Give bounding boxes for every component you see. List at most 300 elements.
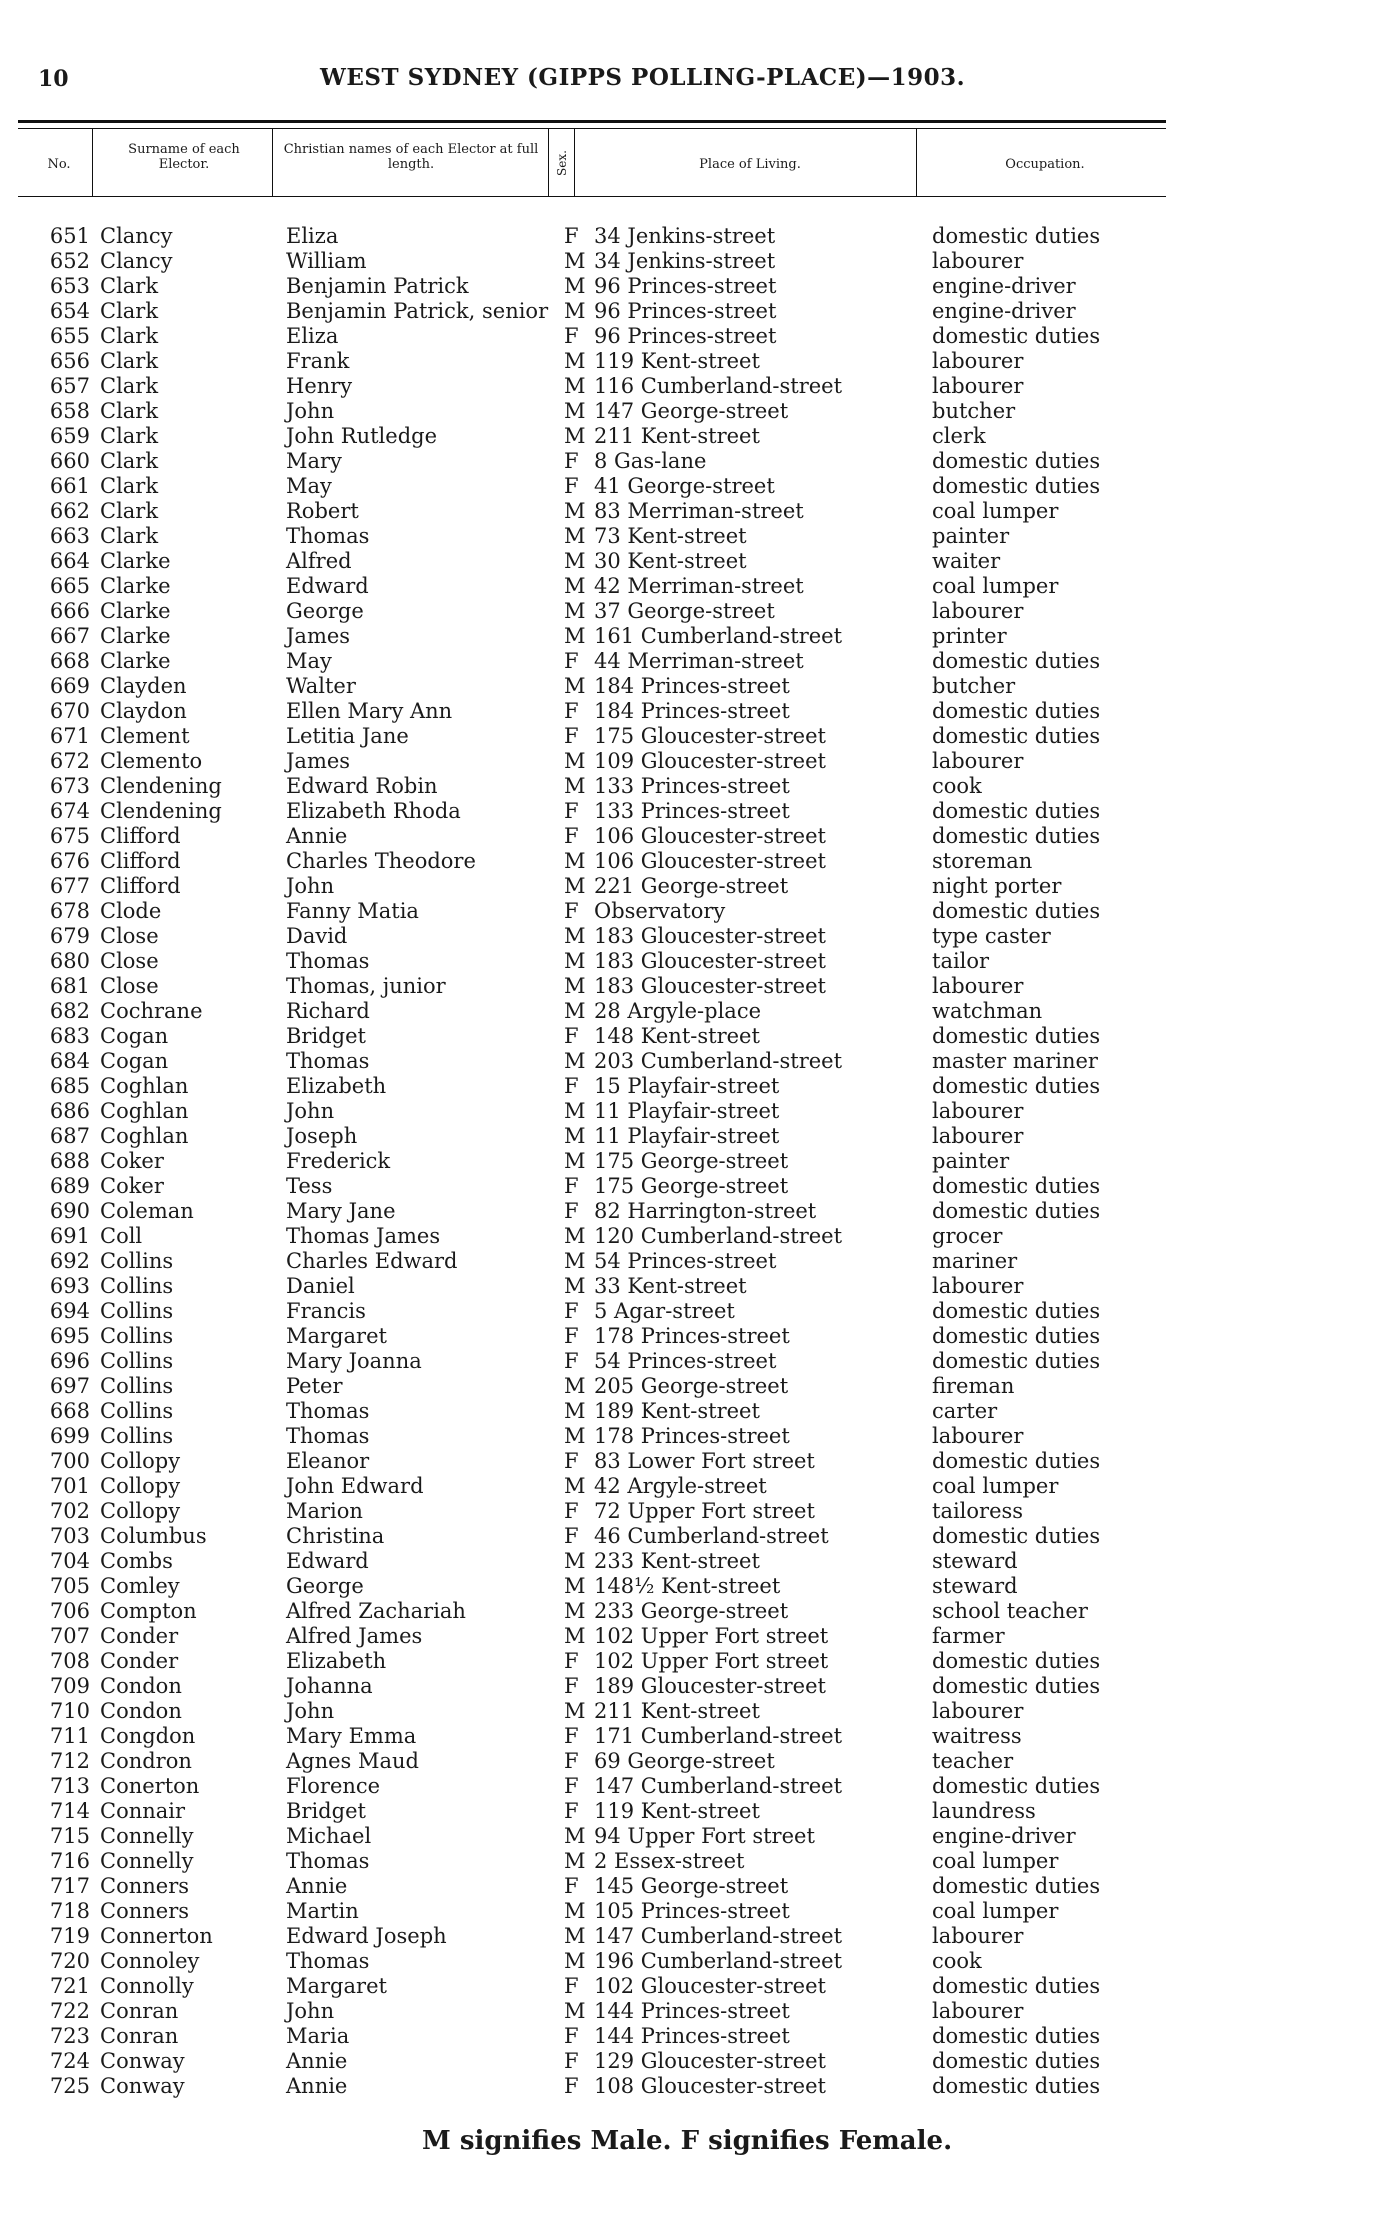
elector-place-of-living: 102 Upper Fort street: [594, 1649, 829, 1673]
elector-surname: Claydon: [100, 699, 187, 723]
elector-sex: M: [564, 1849, 586, 1873]
elector-number: 711: [49, 1724, 90, 1748]
elector-surname: Condron: [100, 1749, 192, 1773]
elector-sex: M: [564, 549, 586, 573]
elector-place-of-living: 102 Upper Fort street: [594, 1624, 829, 1648]
elector-number: 669: [49, 674, 90, 698]
elector-sex: M: [564, 624, 586, 648]
elector-place-of-living: 175 George-street: [594, 1174, 789, 1198]
elector-number: 714: [49, 1799, 90, 1823]
elector-place-of-living: 106 Gloucester-street: [594, 849, 826, 873]
elector-number: 701: [49, 1474, 90, 1498]
elector-number: 672: [49, 749, 90, 773]
elector-sex: M: [564, 774, 586, 798]
elector-occupation: painter: [932, 1149, 1010, 1173]
elector-number: 656: [49, 349, 90, 373]
elector-christian-names: George: [286, 599, 364, 623]
elector-place-of-living: 189 Gloucester-street: [594, 1674, 826, 1698]
elector-christian-names: George: [286, 1574, 364, 1598]
header-surname: Surname of each Elector.: [128, 142, 240, 172]
elector-christian-names: Thomas: [286, 1849, 370, 1873]
elector-christian-names: John: [286, 1099, 335, 1123]
elector-number: 713: [49, 1774, 90, 1798]
elector-number: 652: [49, 249, 90, 273]
elector-sex: F: [564, 1674, 579, 1698]
elector-number: 708: [49, 1649, 90, 1673]
elector-place-of-living: 105 Princes-street: [594, 1899, 790, 1923]
elector-occupation: type caster: [932, 924, 1051, 948]
elector-occupation: laundress: [932, 1799, 1036, 1823]
elector-surname: Collopy: [100, 1449, 181, 1473]
elector-sex: F: [564, 1299, 579, 1323]
elector-surname: Clark: [100, 349, 159, 373]
elector-sex: M: [564, 949, 586, 973]
elector-number: 664: [49, 549, 90, 573]
elector-surname: Clark: [100, 399, 159, 423]
elector-place-of-living: 5 Agar-street: [594, 1299, 735, 1323]
elector-christian-names: Mary: [286, 449, 342, 473]
elector-surname: Close: [100, 974, 159, 998]
elector-surname: Clark: [100, 424, 159, 448]
elector-sex: M: [564, 1424, 586, 1448]
elector-place-of-living: 69 George-street: [594, 1749, 775, 1773]
elector-occupation: cook: [932, 1949, 982, 1973]
elector-sex: F: [564, 1174, 579, 1198]
elector-occupation: labourer: [932, 1424, 1024, 1448]
elector-place-of-living: 148 Kent-street: [594, 1024, 760, 1048]
elector-occupation: engine-driver: [932, 274, 1076, 298]
elector-surname: Clement: [100, 724, 190, 748]
elector-sex: F: [564, 899, 579, 923]
elector-christian-names: Agnes Maud: [286, 1749, 420, 1773]
elector-occupation: painter: [932, 524, 1010, 548]
elector-christian-names: Ellen Mary Ann: [286, 699, 453, 723]
elector-christian-names: Thomas: [286, 1399, 370, 1423]
elector-surname: Coker: [100, 1149, 164, 1173]
elector-sex: F: [564, 1524, 579, 1548]
elector-christian-names: Thomas: [286, 524, 370, 548]
elector-place-of-living: 133 Princes-street: [594, 799, 790, 823]
elector-number: 675: [49, 824, 90, 848]
elector-number: 712: [49, 1749, 90, 1773]
elector-sex: F: [564, 1449, 579, 1473]
elector-place-of-living: 2 Essex-street: [594, 1849, 745, 1873]
elector-christian-names: Peter: [286, 1374, 343, 1398]
elector-christian-names: Annie: [286, 2074, 348, 2098]
elector-occupation: domestic duties: [932, 1324, 1101, 1348]
elector-number: 690: [49, 1199, 90, 1223]
elector-occupation: steward: [932, 1549, 1018, 1573]
elector-surname: Conder: [100, 1649, 179, 1673]
elector-sex: M: [564, 1999, 586, 2023]
elector-occupation: domestic duties: [932, 1449, 1101, 1473]
elector-occupation: domestic duties: [932, 699, 1101, 723]
elector-surname: Conran: [100, 1999, 179, 2023]
elector-number: 703: [49, 1524, 90, 1548]
elector-sex: M: [564, 1824, 586, 1848]
elector-sex: F: [564, 1724, 579, 1748]
elector-occupation: coal lumper: [932, 574, 1059, 598]
header-place-of-living: Place of Living.: [699, 157, 801, 172]
elector-number: 699: [49, 1424, 90, 1448]
elector-place-of-living: 233 Kent-street: [594, 1549, 760, 1573]
elector-surname: Conway: [100, 2074, 185, 2098]
elector-sex: M: [564, 874, 586, 898]
elector-place-of-living: 145 George-street: [594, 1874, 789, 1898]
elector-surname: Clark: [100, 449, 159, 473]
elector-sex: F: [564, 2024, 579, 2048]
elector-christian-names: Eleanor: [286, 1449, 370, 1473]
elector-sex: F: [564, 1774, 579, 1798]
elector-number: 705: [49, 1574, 90, 1598]
elector-place-of-living: 41 George-street: [594, 474, 775, 498]
elector-occupation: butcher: [932, 674, 1016, 698]
elector-surname: Combs: [100, 1549, 173, 1573]
elector-occupation: waitress: [932, 1724, 1022, 1748]
elector-occupation: watchman: [932, 999, 1043, 1023]
elector-place-of-living: 175 George-street: [594, 1149, 789, 1173]
elector-sex: M: [564, 1124, 586, 1148]
elector-christian-names: Charles Theodore: [286, 849, 476, 873]
elector-christian-names: Eliza: [286, 324, 339, 348]
elector-number: 678: [49, 899, 90, 923]
elector-surname: Cochrane: [100, 999, 203, 1023]
elector-number: 680: [49, 949, 90, 973]
elector-sex: F: [564, 799, 579, 823]
elector-occupation: domestic duties: [932, 1874, 1101, 1898]
elector-sex: F: [564, 1799, 579, 1823]
elector-christian-names: Maria: [286, 2024, 350, 2048]
elector-sex: M: [564, 1949, 586, 1973]
elector-sex: F: [564, 1199, 579, 1223]
elector-christian-names: Mary Joanna: [286, 1349, 422, 1373]
elector-surname: Clifford: [100, 849, 181, 873]
elector-surname: Clark: [100, 299, 159, 323]
elector-sex: M: [564, 924, 586, 948]
elector-sex: M: [564, 1374, 586, 1398]
elector-christian-names: John: [286, 874, 335, 898]
elector-number: 692: [49, 1249, 90, 1273]
column-divider: [92, 128, 93, 196]
elector-surname: Collins: [100, 1249, 174, 1273]
elector-occupation: domestic duties: [932, 799, 1101, 823]
elector-sex: M: [564, 1399, 586, 1423]
header-rule-top: [18, 120, 1166, 123]
elector-sex: M: [564, 749, 586, 773]
elector-christian-names: Daniel: [286, 1274, 355, 1298]
elector-sex: M: [564, 1474, 586, 1498]
elector-place-of-living: 203 Cumberland-street: [594, 1049, 843, 1073]
elector-surname: Clarke: [100, 624, 171, 648]
elector-occupation: tailoress: [932, 1499, 1024, 1523]
elector-occupation: night porter: [932, 874, 1062, 898]
elector-christian-names: Benjamin Patrick: [286, 274, 469, 298]
elector-surname: Clemento: [100, 749, 203, 773]
elector-number: 715: [49, 1824, 90, 1848]
elector-occupation: domestic duties: [932, 824, 1101, 848]
elector-surname: Conder: [100, 1624, 179, 1648]
elector-occupation: domestic duties: [932, 649, 1101, 673]
elector-place-of-living: 46 Cumberland-street: [594, 1524, 829, 1548]
elector-sex: M: [564, 1599, 586, 1623]
elector-occupation: domestic duties: [932, 474, 1101, 498]
elector-sex: M: [564, 1224, 586, 1248]
elector-surname: Clarke: [100, 574, 171, 598]
elector-place-of-living: 183 Gloucester-street: [594, 924, 826, 948]
elector-occupation: butcher: [932, 399, 1016, 423]
elector-place-of-living: 133 Princes-street: [594, 774, 790, 798]
elector-surname: Clifford: [100, 874, 181, 898]
elector-christian-names: Elizabeth Rhoda: [286, 799, 461, 823]
elector-surname: Clode: [100, 899, 162, 923]
elector-surname: Columbus: [100, 1524, 207, 1548]
elector-sex: F: [564, 1324, 579, 1348]
elector-occupation: master mariner: [932, 1049, 1098, 1073]
elector-sex: M: [564, 599, 586, 623]
elector-sex: M: [564, 1249, 586, 1273]
elector-place-of-living: 72 Upper Fort street: [594, 1499, 815, 1523]
elector-sex: M: [564, 1099, 586, 1123]
elector-surname: Clark: [100, 374, 159, 398]
elector-place-of-living: Observatory: [594, 899, 726, 923]
footnote: M signifies Male. F signifies Female.: [422, 2126, 953, 2156]
elector-number: 685: [49, 1074, 90, 1098]
elector-occupation: domestic duties: [932, 1074, 1101, 1098]
elector-place-of-living: 73 Kent-street: [594, 524, 747, 548]
elector-place-of-living: 102 Gloucester-street: [594, 1974, 826, 1998]
elector-sex: M: [564, 999, 586, 1023]
elector-place-of-living: 178 Princes-street: [594, 1424, 790, 1448]
elector-christian-names: Elizabeth: [286, 1074, 387, 1098]
header-rule-inner: [18, 128, 1166, 129]
elector-surname: Cogan: [100, 1024, 169, 1048]
elector-number: 663: [49, 524, 90, 548]
elector-number: 720: [49, 1949, 90, 1973]
elector-christian-names: John: [286, 1699, 335, 1723]
elector-occupation: domestic duties: [932, 449, 1101, 473]
elector-place-of-living: 205 George-street: [594, 1374, 789, 1398]
elector-surname: Clark: [100, 474, 159, 498]
elector-surname: Collins: [100, 1424, 174, 1448]
header-no: No.: [47, 157, 71, 172]
elector-surname: Cogan: [100, 1049, 169, 1073]
elector-place-of-living: 44 Merriman-street: [594, 649, 804, 673]
elector-christian-names: Eliza: [286, 224, 339, 248]
elector-sex: M: [564, 574, 586, 598]
elector-place-of-living: 233 George-street: [594, 1599, 789, 1623]
elector-place-of-living: 54 Princes-street: [594, 1349, 777, 1373]
elector-sex: M: [564, 274, 586, 298]
elector-number: 710: [49, 1699, 90, 1723]
elector-number: 723: [49, 2024, 90, 2048]
elector-christian-names: James: [286, 624, 351, 648]
column-divider: [548, 128, 549, 196]
page-title: WEST SYDNEY (GIPPS POLLING-PLACE)—1903.: [320, 64, 966, 91]
elector-occupation: tailor: [932, 949, 990, 973]
elector-christian-names: Edward: [286, 1549, 369, 1573]
elector-sex: F: [564, 1024, 579, 1048]
elector-christian-names: Thomas: [286, 1949, 370, 1973]
elector-number: 682: [49, 999, 90, 1023]
elector-number: 704: [49, 1549, 90, 1573]
elector-number: 709: [49, 1674, 90, 1698]
elector-place-of-living: 189 Kent-street: [594, 1399, 760, 1423]
elector-surname: Connair: [100, 1799, 186, 1823]
elector-place-of-living: 161 Cumberland-street: [594, 624, 843, 648]
elector-christian-names: Thomas: [286, 949, 370, 973]
elector-number: 665: [49, 574, 90, 598]
elector-sex: M: [564, 674, 586, 698]
elector-number: 673: [49, 774, 90, 798]
elector-surname: Clancy: [100, 249, 173, 273]
elector-number: 657: [49, 374, 90, 398]
elector-christian-names: Annie: [286, 1874, 348, 1898]
elector-sex: M: [564, 1899, 586, 1923]
elector-sex: F: [564, 474, 579, 498]
elector-sex: F: [564, 1974, 579, 1998]
elector-sex: M: [564, 424, 586, 448]
elector-occupation: domestic duties: [932, 1349, 1101, 1373]
elector-surname: Connerton: [100, 1924, 213, 1948]
elector-christian-names: Thomas: [286, 1049, 370, 1073]
elector-place-of-living: 28 Argyle-place: [594, 999, 762, 1023]
elector-place-of-living: 106 Gloucester-street: [594, 824, 826, 848]
elector-number: 693: [49, 1274, 90, 1298]
elector-place-of-living: 221 George-street: [594, 874, 789, 898]
elector-occupation: waiter: [932, 549, 1001, 573]
elector-place-of-living: 96 Princes-street: [594, 274, 777, 298]
column-divider: [574, 128, 575, 196]
elector-number: 683: [49, 1024, 90, 1048]
elector-surname: Clark: [100, 324, 159, 348]
elector-surname: Condon: [100, 1674, 182, 1698]
elector-place-of-living: 42 Argyle-street: [594, 1474, 767, 1498]
elector-sex: M: [564, 499, 586, 523]
elector-place-of-living: 96 Princes-street: [594, 324, 777, 348]
elector-surname: Connolly: [100, 1974, 194, 1998]
elector-place-of-living: 120 Cumberland-street: [594, 1224, 843, 1248]
elector-sex: F: [564, 224, 579, 248]
elector-number: 668: [49, 649, 90, 673]
elector-christian-names: Francis: [286, 1299, 366, 1323]
elector-occupation: printer: [932, 624, 1007, 648]
elector-occupation: domestic duties: [932, 1649, 1101, 1673]
elector-place-of-living: 211 Kent-street: [594, 424, 760, 448]
elector-number: 691: [49, 1224, 90, 1248]
elector-number: 724: [49, 2049, 90, 2073]
elector-occupation: teacher: [932, 1749, 1014, 1773]
elector-sex: F: [564, 2074, 579, 2098]
elector-christian-names: John: [286, 1999, 335, 2023]
elector-place-of-living: 15 Playfair-street: [594, 1074, 780, 1098]
elector-christian-names: Alfred James: [286, 1624, 423, 1648]
elector-number: 670: [49, 699, 90, 723]
elector-number: 681: [49, 974, 90, 998]
elector-number: 676: [49, 849, 90, 873]
header-sex: Sex.: [554, 150, 569, 176]
elector-occupation: domestic duties: [932, 2049, 1101, 2073]
elector-occupation: farmer: [932, 1624, 1005, 1648]
elector-place-of-living: 148½ Kent-street: [594, 1574, 781, 1598]
elector-occupation: labourer: [932, 1124, 1024, 1148]
elector-place-of-living: 54 Princes-street: [594, 1249, 777, 1273]
elector-christian-names: Joseph: [286, 1124, 358, 1148]
elector-surname: Collins: [100, 1399, 174, 1423]
elector-place-of-living: 34 Jenkins-street: [594, 224, 776, 248]
elector-occupation: labourer: [932, 1999, 1024, 2023]
elector-number: 666: [49, 599, 90, 623]
elector-place-of-living: 183 Gloucester-street: [594, 949, 826, 973]
elector-christian-names: Thomas James: [286, 1224, 441, 1248]
elector-number: 668: [49, 1399, 90, 1423]
elector-surname: Conners: [100, 1874, 190, 1898]
elector-occupation: domestic duties: [932, 2024, 1101, 2048]
elector-christian-names: Walter: [286, 674, 356, 698]
elector-sex: M: [564, 249, 586, 273]
elector-surname: Collins: [100, 1324, 174, 1348]
elector-occupation: engine-driver: [932, 1824, 1076, 1848]
elector-surname: Congdon: [100, 1724, 196, 1748]
elector-surname: Collins: [100, 1374, 174, 1398]
elector-occupation: domestic duties: [932, 1199, 1101, 1223]
elector-place-of-living: 171 Cumberland-street: [594, 1724, 843, 1748]
header-rule-bottom: [18, 196, 1166, 197]
elector-number: 687: [49, 1124, 90, 1148]
elector-occupation: coal lumper: [932, 1474, 1059, 1498]
elector-surname: Clark: [100, 499, 159, 523]
elector-number: 722: [49, 1999, 90, 2023]
elector-sex: M: [564, 1624, 586, 1648]
elector-number: 686: [49, 1099, 90, 1123]
elector-christian-names: Robert: [286, 499, 359, 523]
elector-occupation: storeman: [932, 849, 1033, 873]
elector-surname: Condon: [100, 1699, 182, 1723]
elector-occupation: coal lumper: [932, 499, 1059, 523]
elector-place-of-living: 96 Princes-street: [594, 299, 777, 323]
elector-sex: F: [564, 2049, 579, 2073]
header-occupation: Occupation.: [1005, 157, 1085, 172]
elector-number: 719: [49, 1924, 90, 1948]
elector-occupation: labourer: [932, 1274, 1024, 1298]
elector-number: 702: [49, 1499, 90, 1523]
elector-occupation: domestic duties: [932, 2074, 1101, 2098]
elector-christian-names: John Rutledge: [286, 424, 438, 448]
elector-number: 655: [49, 324, 90, 348]
elector-place-of-living: 184 Princes-street: [594, 674, 790, 698]
elector-occupation: domestic duties: [932, 1299, 1101, 1323]
elector-sex: F: [564, 1749, 579, 1773]
elector-christian-names: Martin: [286, 1899, 359, 1923]
elector-christian-names: Frederick: [286, 1149, 391, 1173]
elector-sex: M: [564, 1149, 586, 1173]
elector-number: 651: [49, 224, 90, 248]
elector-place-of-living: 37 George-street: [594, 599, 775, 623]
elector-surname: Conerton: [100, 1774, 200, 1798]
elector-number: 654: [49, 299, 90, 323]
elector-number: 679: [49, 924, 90, 948]
elector-number: 689: [49, 1174, 90, 1198]
elector-surname: Collopy: [100, 1474, 181, 1498]
elector-surname: Clifford: [100, 824, 181, 848]
elector-christian-names: James: [286, 749, 351, 773]
elector-surname: Compton: [100, 1599, 197, 1623]
elector-christian-names: Johanna: [286, 1674, 373, 1698]
elector-christian-names: May: [286, 649, 332, 673]
elector-surname: Clark: [100, 274, 159, 298]
elector-surname: Clarke: [100, 549, 171, 573]
elector-number: 667: [49, 624, 90, 648]
elector-sex: M: [564, 974, 586, 998]
